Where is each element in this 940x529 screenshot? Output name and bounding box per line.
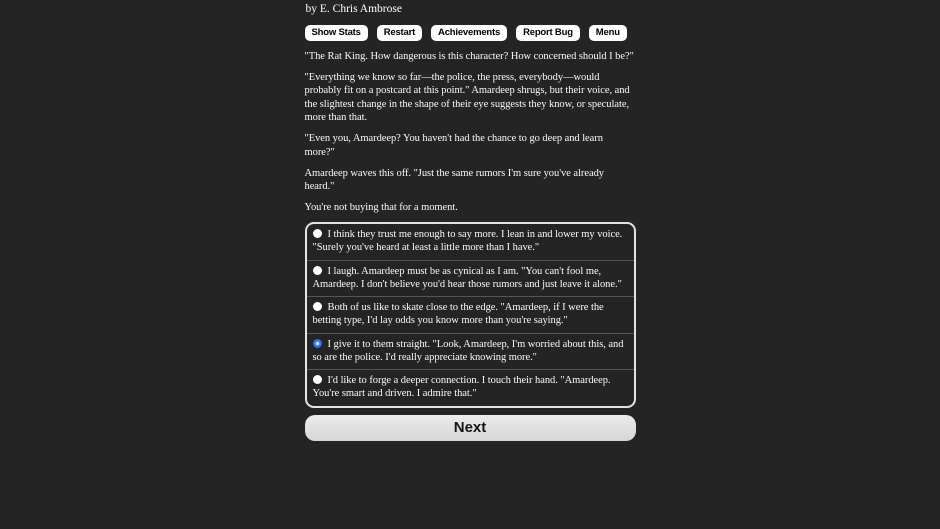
story-paragraph: "Everything we know so far—the police, the press, everybody—would probably fit on a postcard at this point." Amardeep shrugs, but their voice, and the slightest change in the shape of their eye suggests they know, or speculate, more than that. xyxy=(304,71,630,123)
radio-button-icon[interactable] xyxy=(313,266,322,275)
radio-button-icon[interactable] xyxy=(313,339,322,348)
story-paragraph: "The Rat King. How dangerous is this character? How concerned should I be?" xyxy=(304,50,634,62)
story-column xyxy=(305,0,636,441)
choice-option-label: I'd like to forge a deeper connection. I touch their hand. "Amardeep. You're smart and driven. I admire that." xyxy=(312,375,611,399)
report-bug-button[interactable]: Report Bug xyxy=(516,25,580,41)
achievements-button[interactable]: Achievements xyxy=(431,25,507,41)
story-paragraph: "Even you, Amardeep? You haven't had the chance to go deep and learn more?" xyxy=(304,133,603,158)
menu-button[interactable]: Menu xyxy=(589,25,627,41)
next-button[interactable]: Next xyxy=(305,415,636,441)
radio-button-icon[interactable] xyxy=(313,302,322,311)
choice-option-3[interactable] xyxy=(307,296,634,333)
choice-option-2[interactable] xyxy=(307,260,634,297)
author-byline: by E. Chris Ambrose xyxy=(305,3,402,15)
choice-option-5[interactable] xyxy=(307,369,634,406)
restart-button[interactable]: Restart xyxy=(377,25,422,41)
story-paragraph: You're not buying that for a moment. xyxy=(304,202,458,213)
choice-option-1[interactable] xyxy=(307,224,634,260)
choice-option-label: I give it to them straight. "Look, Amardeep, I'm worried about this, and so are the police. I'd really appreciate knowing more." xyxy=(312,338,624,363)
radio-button-icon[interactable] xyxy=(313,229,322,238)
story-paragraph: Amardeep waves this off. "Just the same rumors I'm sure you've already heard." xyxy=(304,167,604,192)
radio-button-icon[interactable] xyxy=(313,375,322,384)
choice-option-label: I laugh. Amardeep must be as cynical as I am. "You can't fool me, Amardeep. I don't believe you'd hear those rumors and just leave it alone." xyxy=(312,265,622,290)
toolbar xyxy=(305,25,636,41)
choice-option-4[interactable] xyxy=(307,333,634,370)
choice-options-box xyxy=(305,222,636,408)
choice-option-label: Both of us like to skate close to the edge. "Amardeep, if I were the betting type, I'd lay odds you know more than you're saying." xyxy=(312,302,604,326)
show-stats-button[interactable]: Show Stats xyxy=(305,25,368,41)
story-text xyxy=(305,50,636,215)
choice-option-label: I think they trust me enough to say more. I lean in and lower my voice. "Surely you've heard at least a little more than I have." xyxy=(312,229,623,253)
